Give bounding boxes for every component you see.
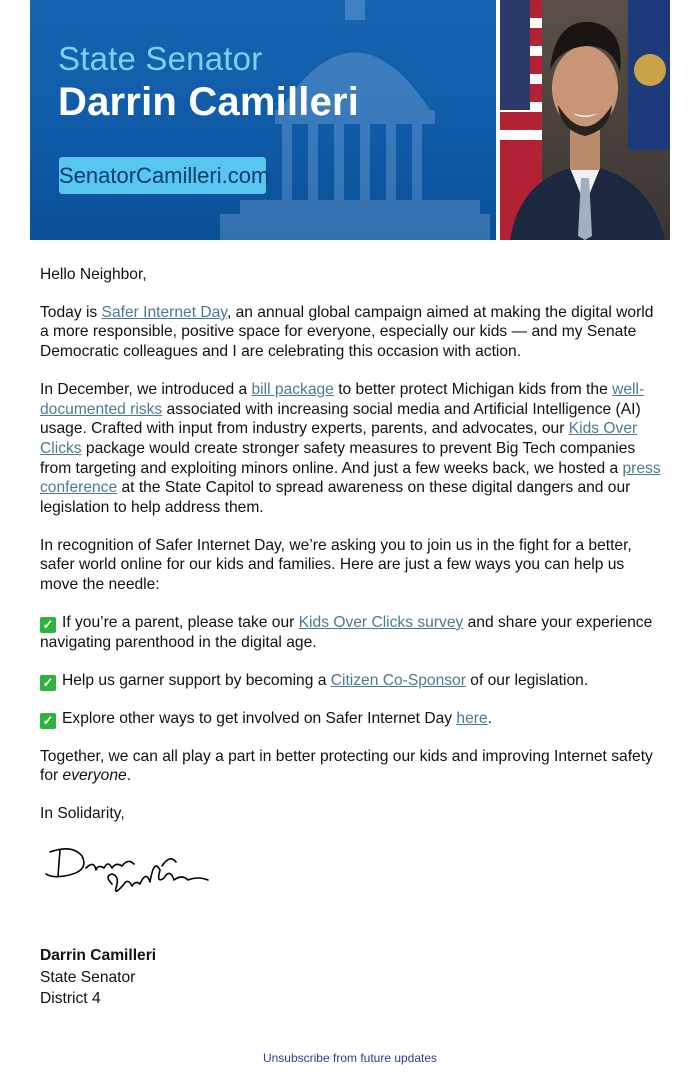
signature-image bbox=[42, 840, 212, 902]
portrait-illustration bbox=[500, 0, 670, 240]
signature-block bbox=[40, 945, 156, 1010]
greeting: Hello Neighbor, bbox=[40, 266, 147, 283]
check-icon: ✓ bbox=[40, 617, 56, 633]
bill-package-paragraph bbox=[40, 380, 665, 518]
banner-subtitle: State Senator bbox=[58, 40, 263, 77]
safer-internet-day-link[interactable]: Safer Internet Day bbox=[101, 303, 227, 321]
text-span: to better protect Michigan kids from the bbox=[333, 380, 613, 398]
emphasis-text: everyone bbox=[62, 767, 127, 785]
text-span: , an annual global campaign aimed at making the digital world a more responsible, positive space for everyone, especially our kids — and my Senate Democratic colleagues and I are celebrating this occasion with action. bbox=[40, 303, 654, 361]
list-item-survey bbox=[40, 613, 665, 653]
press-conference-link[interactable]: press conference bbox=[40, 459, 661, 497]
citizen-co-sponsor-link[interactable]: Citizen Co-Sponsor bbox=[330, 671, 466, 689]
text-span: If you’re a parent, please take our bbox=[62, 613, 299, 631]
intro-paragraph bbox=[40, 303, 665, 362]
banner-text-panel bbox=[30, 0, 496, 240]
sender-title: State Senator bbox=[40, 968, 136, 986]
senator-portrait bbox=[500, 0, 670, 240]
banner-name: Darrin Camilleri bbox=[58, 80, 360, 124]
unsubscribe-link[interactable]: Unsubscribe from future updates bbox=[262, 1051, 438, 1065]
text-span: Today is bbox=[40, 303, 102, 321]
text-span: of our legislation. bbox=[465, 671, 589, 689]
call-to-action-paragraph: In recognition of Safer Internet Day, we’re asking you to join us in the fight for a better, safer world online for our kids and families. Here are just a few ways you can help us move the needle: bbox=[40, 536, 632, 594]
bill-package-link[interactable]: bill package bbox=[251, 380, 334, 398]
email-body bbox=[40, 265, 665, 842]
text-span: . bbox=[126, 767, 132, 785]
sender-district: District 4 bbox=[40, 990, 101, 1007]
here-link[interactable]: here bbox=[456, 709, 488, 727]
list-item-explore bbox=[40, 709, 665, 729]
text-span: at the State Capitol to spread awareness on these digital dangers and our legislation to help address them. bbox=[40, 479, 631, 517]
kids-over-clicks-survey-link[interactable]: Kids Over Clicks survey bbox=[298, 613, 464, 631]
text-span: Help us garner support by becoming a bbox=[62, 671, 331, 689]
sender-name: Darrin Camilleri bbox=[40, 947, 157, 964]
text-span: . bbox=[487, 709, 492, 727]
text-span: associated with increasing social media and Artificial Intelligence (AI) usage. Crafted with input from industry experts, parents, and advocates, our bbox=[40, 400, 641, 438]
text-span: package would create stronger safety measures to prevent Big Tech companies from targeting and exploiting minors online. And just a few weeks back, we hosted a bbox=[40, 439, 636, 477]
header-banner bbox=[30, 0, 670, 240]
check-icon: ✓ bbox=[40, 675, 56, 691]
well-documented-risks-link[interactable]: well-documented risks bbox=[40, 380, 645, 418]
closing: In Solidarity, bbox=[40, 804, 125, 822]
website-button[interactable]: SenatorCamilleri.com bbox=[59, 157, 266, 194]
text-span: Together, we can all play a part in better protecting our kids and improving Internet safety for bbox=[40, 747, 653, 785]
list-item-cosponsor bbox=[40, 671, 665, 691]
text-span: and share your experience navigating parenthood in the digital age. bbox=[40, 613, 653, 651]
text-span: Explore other ways to get involved on Safer Internet Day bbox=[62, 709, 457, 727]
text-span: In December, we introduced a bbox=[40, 380, 252, 398]
kids-over-clicks-link[interactable]: Kids Over Clicks bbox=[40, 420, 638, 457]
check-icon: ✓ bbox=[40, 713, 56, 729]
together-paragraph bbox=[40, 747, 665, 786]
